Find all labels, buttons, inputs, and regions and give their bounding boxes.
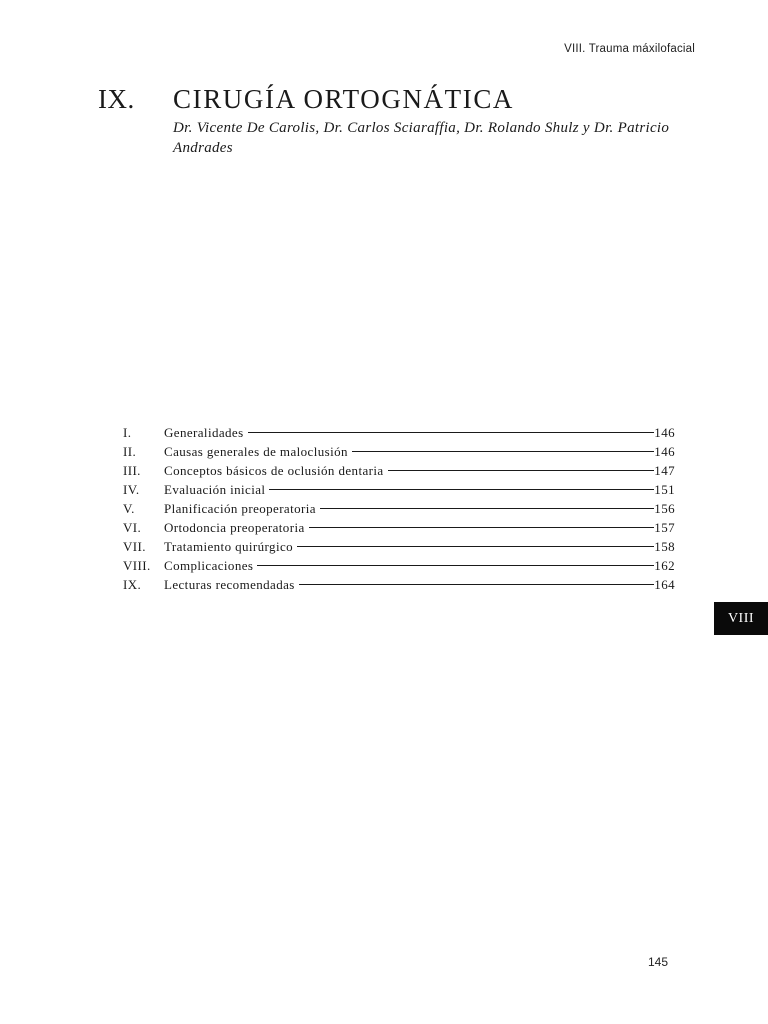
toc-entry-page: 147 — [654, 463, 675, 478]
toc-entry-leader — [388, 470, 655, 471]
toc-entry-page: 157 — [654, 520, 675, 535]
chapter-authors: Dr. Vicente De Carolis, Dr. Carlos Sciaraffia, Dr. Rolando Shulz y Dr. Patricio Andrades — [173, 120, 670, 156]
toc-entry-title: Complicaciones — [164, 558, 254, 573]
toc-entry-page: 162 — [654, 558, 675, 573]
toc-entry-leader — [352, 451, 654, 452]
toc-entry-numeral: I. — [123, 425, 132, 440]
toc-entry-numeral: IX. — [123, 577, 142, 592]
toc-entry-leader — [257, 565, 654, 566]
toc-entry — [123, 482, 675, 501]
toc-entry-title: Causas generales de maloclusión — [164, 444, 348, 459]
toc-entry-numeral: V. — [123, 501, 135, 516]
toc-entry-page: 146 — [654, 425, 675, 440]
toc-entry-numeral: VIII. — [123, 558, 151, 573]
toc-entry — [123, 539, 675, 558]
toc-entry — [123, 577, 675, 596]
toc-entry-numeral: III. — [123, 463, 141, 478]
toc-entry-leader — [299, 584, 655, 585]
toc-entry-title: Evaluación inicial — [164, 482, 266, 497]
toc-entry-leader — [269, 489, 654, 490]
toc-entry — [123, 501, 675, 520]
toc-entry — [123, 425, 675, 444]
toc-entry-title: Tratamiento quirúrgico — [164, 539, 294, 554]
toc-entry-page: 156 — [654, 501, 675, 516]
toc-entry-leader — [248, 432, 655, 433]
toc-entry — [123, 444, 675, 463]
toc-entry — [123, 463, 675, 482]
toc-entry — [123, 558, 675, 577]
toc-entry-page: 146 — [654, 444, 675, 459]
toc-entry-title: Generalidades — [164, 425, 244, 440]
toc-entry-numeral: VI. — [123, 520, 142, 535]
section-tab: VIII — [714, 602, 768, 635]
toc-entry-leader — [297, 546, 654, 547]
toc-entry-title: Planificación preoperatoria — [164, 501, 316, 516]
chapter-title: CIRUGÍA ORTOGNÁTICA — [173, 84, 515, 114]
toc-entry-leader — [309, 527, 655, 528]
toc-entry-leader — [320, 508, 654, 509]
toc-entry-title: Lecturas recomendadas — [164, 577, 295, 592]
toc-entry-page: 164 — [654, 577, 675, 592]
toc-entry-page: 151 — [654, 482, 675, 497]
toc-entry-title: Conceptos básicos de oclusión dentaria — [164, 463, 384, 478]
page-number: 145 — [648, 955, 669, 969]
toc-entry-numeral: IV. — [123, 482, 140, 497]
chapter-number: IX. — [98, 84, 135, 114]
table-of-contents — [123, 425, 675, 596]
running-header: VIII. Trauma máxilofacial — [564, 43, 695, 55]
toc-entry-numeral: II. — [123, 444, 137, 459]
toc-entry-numeral: VII. — [123, 539, 146, 554]
toc-entry-page: 158 — [654, 539, 675, 554]
toc-entry-title: Ortodoncia preoperatoria — [164, 520, 305, 535]
toc-entry — [123, 520, 675, 539]
